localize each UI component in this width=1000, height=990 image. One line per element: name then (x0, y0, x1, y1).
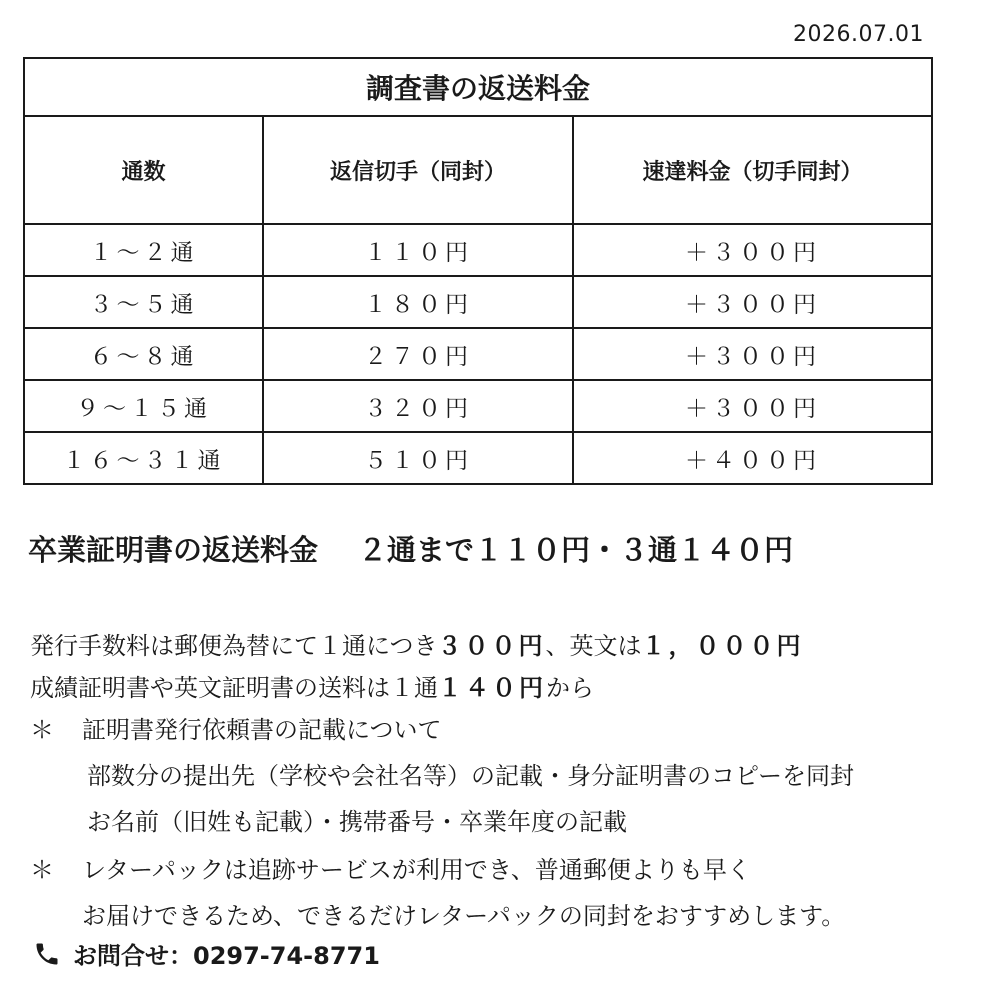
postage-amount: １４０円 (438, 674, 546, 702)
header-return-stamp: 返信切手（同封） (263, 116, 573, 224)
phone-icon (33, 940, 61, 968)
table-header-row (24, 116, 932, 224)
cell-count: ３～５通 (24, 276, 263, 328)
graduation-certificate-fee (28, 528, 793, 569)
asterisk-bullet: ＊ (30, 716, 54, 744)
cell-count: １～２通 (24, 224, 263, 276)
cell-express-fee: ＋３００円 (573, 328, 932, 380)
note-detail: お届けできるため、できるだけレターパックの同封をおすすめします。 (82, 902, 846, 930)
issuance-fee-text: 発行手数料は郵便為替にて１通につき (30, 632, 438, 660)
table-row (24, 380, 932, 432)
contact-text: お問合せ：0297-74-8771 (73, 942, 380, 970)
note-heading (30, 850, 751, 885)
cell-return-stamp: １８０円 (263, 276, 573, 328)
header-express-fee: 速達料金（切手同封） (573, 116, 932, 224)
note-heading-text: レターパックは追跡サービスが利用でき、普通郵便よりも早く (82, 856, 751, 884)
note-heading (30, 710, 442, 745)
issuance-fee-english-text: 、英文は (545, 632, 642, 660)
cell-express-fee: ＋３００円 (573, 224, 932, 276)
table-row (24, 328, 932, 380)
issuance-fee-amount: ３００円 (437, 632, 546, 660)
issuance-fee-line (30, 626, 804, 661)
postage-line (30, 668, 594, 703)
note-detail: お名前（旧姓も記載）・携帯番号・卒業年度の記載 (87, 808, 627, 836)
graduation-fee-value: ２通まで１１０円・３通１４０円 (358, 533, 794, 567)
cell-count: ６～８通 (24, 328, 263, 380)
table-row (24, 432, 932, 484)
table-row (24, 276, 932, 328)
document-date: 2026.07.01 (793, 22, 924, 47)
english-fee-amount: １，０００円 (641, 632, 804, 660)
postage-suffix: から (546, 674, 594, 702)
note-detail: 部数分の提出先（学校や会社名等）の記載・身分証明書のコピーを同封 (87, 762, 855, 790)
cell-return-stamp: ２７０円 (263, 328, 573, 380)
postage-text: 成績証明書や英文証明書の送料は１通 (30, 674, 438, 702)
table-title: 調査書の返送料金 (24, 58, 932, 116)
cell-count: １６～３１通 (24, 432, 263, 484)
return-fee-table (23, 57, 933, 485)
cell-return-stamp: ５１０円 (263, 432, 573, 484)
graduation-fee-label: 卒業証明書の返送料金 (28, 533, 319, 567)
cell-count: ９～１５通 (24, 380, 263, 432)
contact-line (33, 936, 380, 971)
asterisk-bullet: ＊ (30, 856, 54, 884)
table-row (24, 224, 932, 276)
cell-express-fee: ＋３００円 (573, 276, 932, 328)
cell-express-fee: ＋３００円 (573, 380, 932, 432)
cell-return-stamp: １１０円 (263, 224, 573, 276)
header-count: 通数 (24, 116, 263, 224)
cell-return-stamp: ３２０円 (263, 380, 573, 432)
cell-express-fee: ＋４００円 (573, 432, 932, 484)
note-heading-text: 証明書発行依頼書の記載について (82, 716, 442, 744)
